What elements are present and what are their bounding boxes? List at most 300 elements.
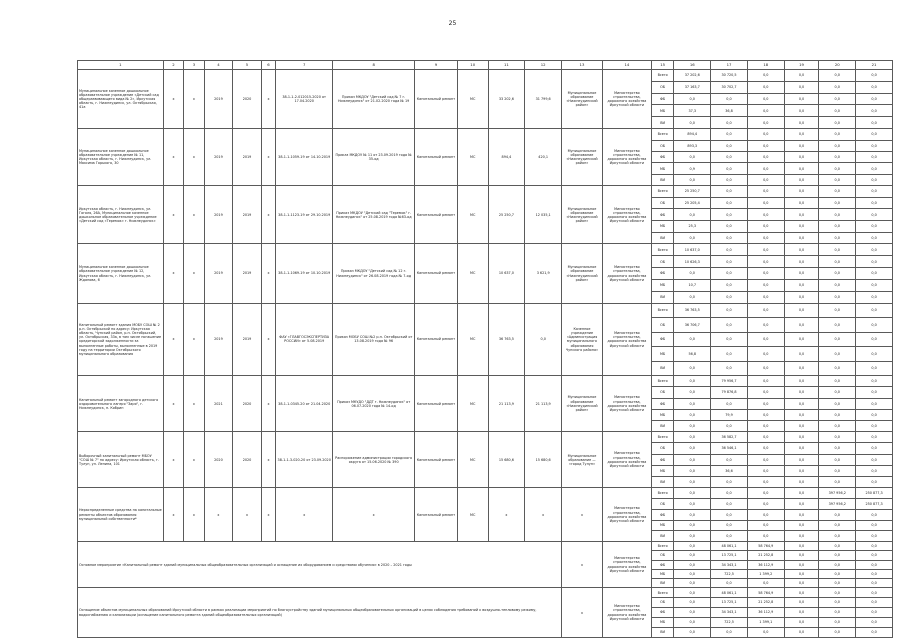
budget-code: ВИ xyxy=(651,421,673,432)
cell-decision: Приказ МОБУ СОШ №2 р.п. Октябрьский от 13.08.2019 года № 96 xyxy=(333,303,415,376)
column-header: 4 xyxy=(204,61,233,70)
cell-decision: Приказ МКДОУ № 11 от 23.09.2019 года № 35-од xyxy=(333,129,415,186)
amount-v16: 0,0 xyxy=(674,578,711,587)
amount-v20: 0,0 xyxy=(819,542,856,551)
cell-work_type: Капитальный ремонт xyxy=(415,244,458,303)
amount-v17: 0,0 xyxy=(711,578,748,587)
amount-v19: 0,0 xyxy=(784,332,819,347)
amount-v18: 21 252,8 xyxy=(747,598,784,608)
cell-work_type: Капитальный ремонт xyxy=(415,129,458,186)
amount-v16: 0,0 xyxy=(674,376,711,387)
cell-c3: х xyxy=(184,376,204,432)
amount-v16: 0,0 xyxy=(674,268,711,280)
cell-expertise: 38-1-1-1059-19 от 14.10.2019 xyxy=(276,129,333,186)
amount-v17: 36 582,7 xyxy=(711,432,748,443)
amount-v17: 0,0 xyxy=(711,279,748,291)
amount-v19: 0,0 xyxy=(784,163,819,174)
amount-v16: 0,0 xyxy=(674,421,711,432)
object-name: Капитальный ремонт загородного детского оздоровительного лагеря "Заря", г. Нижнеудинск, п. Кобрин xyxy=(78,376,164,432)
amount-v18: 0,0 xyxy=(747,129,784,140)
amount-v18: 0,0 xyxy=(747,509,784,520)
cell-cost: 894,4 xyxy=(488,129,525,186)
amount-v16: 0,0 xyxy=(674,151,711,162)
amount-v18: 0,0 xyxy=(747,477,784,488)
cell-end: 2020 xyxy=(233,432,262,488)
cell-c2: х xyxy=(163,244,183,303)
amount-v21: 0,0 xyxy=(856,569,893,578)
amount-v17: 0,0 xyxy=(711,454,748,465)
amount-v17: 48 061,1 xyxy=(711,542,748,551)
cell-remaining: 15 680,6 xyxy=(525,432,562,488)
amount-v19: 0,0 xyxy=(784,140,819,151)
cell-remaining: 12 035,1 xyxy=(525,186,562,244)
amount-v20: 0,0 xyxy=(819,279,856,291)
amount-v19: 0,0 xyxy=(784,578,819,587)
cell-work_type: Капитальный ремонт xyxy=(415,303,458,376)
amount-v18: 1 399,1 xyxy=(747,617,784,627)
amount-v19: 0,0 xyxy=(784,303,819,318)
cell-cost: 25 250,7 xyxy=(488,186,525,244)
amount-v18: 0,0 xyxy=(747,376,784,387)
amount-v21: 0,0 xyxy=(856,197,893,209)
amount-v19: 0,0 xyxy=(784,69,819,81)
amount-v20: 0,0 xyxy=(819,376,856,387)
cell-end: 2019 xyxy=(233,186,262,244)
budget-code: ОБ xyxy=(651,197,673,209)
summary-text: Оснащение объектов муниципальных образований Иркутской области в рамках реализации мероприятий по благоустройству зданий муниципальных общеобразовательных организаций в целях соблюдения требований к воздушно-тепловому режиму, водоснабжению и канализации (оснащение капитального ремонта зданий общеобразовательных организаций) xyxy=(78,588,562,638)
summary-distributor: Министерство строительства, дорожного хозяйства Иркутской области xyxy=(602,588,651,638)
amount-v16: 0,0 xyxy=(674,617,711,627)
table-row xyxy=(78,488,893,499)
amount-v20: 0,0 xyxy=(819,197,856,209)
amount-v21: 0,0 xyxy=(856,588,893,598)
budget-code: МБ xyxy=(651,465,673,476)
amount-v21: 0,0 xyxy=(856,105,893,117)
amount-v16: 10,7 xyxy=(674,279,711,291)
column-header: 20 xyxy=(819,61,856,70)
amount-v20: 0,0 xyxy=(819,454,856,465)
amount-v20: 0,0 xyxy=(819,318,856,333)
amount-v16: 0,0 xyxy=(674,607,711,617)
budget-code: Всего xyxy=(651,303,673,318)
cell-expertise: 38-1-1-0345-20 от 21.04.2020 xyxy=(276,376,333,432)
amount-v19: 0,0 xyxy=(784,551,819,560)
amount-v19: 0,0 xyxy=(784,279,819,291)
cell-start: 2020 xyxy=(204,432,233,488)
amount-v20: 0,0 xyxy=(819,81,856,93)
column-header: 21 xyxy=(856,61,893,70)
column-header: 1 xyxy=(78,61,164,70)
amount-v21: 0,0 xyxy=(856,163,893,174)
amount-v19: 0,0 xyxy=(784,531,819,542)
amount-v18: 0,0 xyxy=(747,387,784,398)
page-number: 25 xyxy=(448,20,457,27)
amount-v19: 0,0 xyxy=(784,588,819,598)
budget-code: МБ xyxy=(651,221,673,233)
amount-v19: 0,0 xyxy=(784,569,819,578)
amount-v16: 0,0 xyxy=(674,209,711,221)
cell-ownership: МС xyxy=(457,186,488,244)
amount-v21: 0,0 xyxy=(856,209,893,221)
budget-code: ВИ xyxy=(651,232,673,244)
amount-v20: 0,0 xyxy=(819,105,856,117)
amount-v21: 0,0 xyxy=(856,318,893,333)
object-name: Выборочный капитальный ремонт МБОУ "СОШ № 7" по адресу: Иркутская область, г. Тулун, ул. Ленина, 101 xyxy=(78,432,164,488)
budget-code: Всего xyxy=(651,129,673,140)
budget-code: ОБ xyxy=(651,387,673,398)
cell-ownership: МС xyxy=(457,432,488,488)
amount-v17: 0,0 xyxy=(711,174,748,185)
cell-expertise: х xyxy=(276,488,333,542)
cell-decision: Распоряжение администрации городского округа от 15.06.2020 № 390 xyxy=(333,432,415,488)
amount-v20: 0,0 xyxy=(819,465,856,476)
budget-code: ВИ xyxy=(651,531,673,542)
amount-v21: 250 877,3 xyxy=(856,488,893,499)
cell-remaining: 420,1 xyxy=(525,129,562,186)
amount-v18: 0,0 xyxy=(747,332,784,347)
amount-v20: 0,0 xyxy=(819,560,856,569)
amount-v21: 0,0 xyxy=(856,232,893,244)
amount-v17: 0,0 xyxy=(711,361,748,376)
budget-code: МБ xyxy=(651,163,673,174)
amount-v18: 0,0 xyxy=(747,347,784,362)
amount-v20: 0,0 xyxy=(819,531,856,542)
amount-v17: 0,0 xyxy=(711,163,748,174)
cell-start: 2019 xyxy=(204,186,233,244)
amount-v19: 0,0 xyxy=(784,488,819,499)
amount-v18: 0,0 xyxy=(747,69,784,81)
cell-start: 2019 xyxy=(204,244,233,303)
amount-v20: 0,0 xyxy=(819,361,856,376)
amount-v21: 0,0 xyxy=(856,560,893,569)
amount-v21: 0,0 xyxy=(856,627,893,637)
cell-c2: х xyxy=(163,376,183,432)
amount-v18: 0,0 xyxy=(747,93,784,105)
budget-code: ОБ xyxy=(651,598,673,608)
cell-work_type: Капитальный ремонт xyxy=(415,488,458,542)
cell-cost: х xyxy=(488,488,525,542)
cell-distributor: Министерство строительства, дорожного хозяйства Иркутской области xyxy=(602,129,651,186)
budget-code: ОБ xyxy=(651,318,673,333)
amount-v16: 0,0 xyxy=(674,488,711,499)
amount-v21: 0,0 xyxy=(856,598,893,608)
amount-v16: 0,0 xyxy=(674,361,711,376)
amount-v19: 0,0 xyxy=(784,151,819,162)
amount-v17: 0,0 xyxy=(711,332,748,347)
amount-v16: 37,3 xyxy=(674,105,711,117)
cell-ownership: МС xyxy=(457,303,488,376)
amount-v20: 0,0 xyxy=(819,332,856,347)
amount-v19: 0,0 xyxy=(784,465,819,476)
amount-v20: 0,0 xyxy=(819,617,856,627)
cell-c3: х xyxy=(184,186,204,244)
cell-remaining: 21 113,9 xyxy=(525,376,562,432)
column-header: 12 xyxy=(525,61,562,70)
cell-start: х xyxy=(204,488,233,542)
amount-v21: 0,0 xyxy=(856,279,893,291)
amount-v16: 56,8 xyxy=(674,347,711,362)
amount-v17: 34 343,1 xyxy=(711,560,748,569)
cell-distributor: Министерство строительства, дорожного хозяйства Иркутской области xyxy=(602,488,651,542)
object-name: Муниципальное казенное дошкольное образовательное учреждение «Детский сад общеразвивающего вида № 2», Иркутская область, г. Нижнеудинск, ул. Октябрьская, 41а xyxy=(78,69,164,128)
budget-code: Всего xyxy=(651,376,673,387)
amount-v21: 0,0 xyxy=(856,186,893,198)
budget-code: ОБ xyxy=(651,81,673,93)
amount-v19: 0,0 xyxy=(784,318,819,333)
amount-v17: 0,0 xyxy=(711,221,748,233)
amount-v21: 0,0 xyxy=(856,291,893,303)
budget-code: ВИ xyxy=(651,361,673,376)
amount-v19: 0,0 xyxy=(784,291,819,303)
object-name: Иркутская область, г. Нижнеудинск, ул. Гоголя, 26А, Муниципальное казенное дошкольное образовательное учреждение «Детский сад «Теремок» г. Нижнеудинск» xyxy=(78,186,164,244)
cell-distributor: Министерство строительства, дорожного хозяйства Иркутской области xyxy=(602,303,651,376)
cell-decision: Приказ МКДОУ "Детский сад "Теремок" г. Нижнеудинск" от 25.08.2019 года №63-од xyxy=(333,186,415,244)
amount-v19: 0,0 xyxy=(784,232,819,244)
amount-v20: 0,0 xyxy=(819,578,856,587)
budget-code: Всего xyxy=(651,69,673,81)
amount-v16: 0,0 xyxy=(674,477,711,488)
column-header: 14 xyxy=(602,61,651,70)
amount-v18: 0,0 xyxy=(747,454,784,465)
amount-v20: 0,0 xyxy=(819,409,856,420)
cell-work_type: Капитальный ремонт xyxy=(415,376,458,432)
amount-v16: 0,0 xyxy=(674,332,711,347)
amount-v19: 0,0 xyxy=(784,197,819,209)
amount-v18: 0,0 xyxy=(747,361,784,376)
amount-v17: 36,6 xyxy=(711,465,748,476)
amount-v18: 0,0 xyxy=(747,174,784,185)
amount-v19: 0,0 xyxy=(784,409,819,420)
amount-v17: 0,0 xyxy=(711,151,748,162)
amount-v19: 0,0 xyxy=(784,244,819,256)
column-header: 6 xyxy=(261,61,275,70)
amount-v16: 0,0 xyxy=(674,560,711,569)
cell-expertise: 38-1-1-3-020-20 от 23.09.2020 xyxy=(276,432,333,488)
amount-v20: 0,0 xyxy=(819,551,856,560)
amount-v19: 0,0 xyxy=(784,607,819,617)
amount-v19: 0,0 xyxy=(784,627,819,637)
summary-distributor: Министерство строительства, дорожного хозяйства Иркутской области xyxy=(602,542,651,588)
amount-v20: 0,0 xyxy=(819,387,856,398)
amount-v18: 0,0 xyxy=(747,244,784,256)
amount-v21: 0,0 xyxy=(856,93,893,105)
budget-code: ВИ xyxy=(651,291,673,303)
amount-v21: 0,0 xyxy=(856,117,893,129)
amount-v18: 0,0 xyxy=(747,140,784,151)
amount-v18: 0,0 xyxy=(747,163,784,174)
cell-work_type: Капитальный ремонт xyxy=(415,69,458,128)
amount-v21: 0,0 xyxy=(856,221,893,233)
table-row xyxy=(78,376,893,387)
column-header: 16 xyxy=(674,61,711,70)
amount-v20: 0,0 xyxy=(819,129,856,140)
column-header: 5 xyxy=(233,61,262,70)
amount-v18: 0,0 xyxy=(747,488,784,499)
cell-decision: х xyxy=(333,488,415,542)
budget-code: ВИ xyxy=(651,117,673,129)
amount-v20: 0,0 xyxy=(819,69,856,81)
cell-c6: х xyxy=(261,376,275,432)
amount-v20: 0,0 xyxy=(819,569,856,578)
cell-end: 2020 xyxy=(233,69,262,128)
amount-v21: 0,0 xyxy=(856,376,893,387)
amount-v20: 0,0 xyxy=(819,174,856,185)
amount-v18: 0,0 xyxy=(747,409,784,420)
cell-c3: х xyxy=(184,432,204,488)
amount-v20: 0,0 xyxy=(819,598,856,608)
cell-expertise: 38-1-1-2-012015-2020 от 17.04.2020 xyxy=(276,69,333,128)
amount-v21: 0,0 xyxy=(856,443,893,454)
cell-remaining: 0,0 xyxy=(525,303,562,376)
cell-expertise: 38-1-1-1069-19 от 10.10.2019 xyxy=(276,244,333,303)
amount-v17: 0,0 xyxy=(711,303,748,318)
amount-v19: 0,0 xyxy=(784,398,819,409)
cell-customer: Муниципальное образование «Нижнеудинский район» xyxy=(562,186,603,244)
amount-v21: 0,0 xyxy=(856,387,893,398)
amount-v21: 0,0 xyxy=(856,520,893,531)
column-header: 13 xyxy=(562,61,603,70)
amount-v17: 0,0 xyxy=(711,488,748,499)
amount-v16: 37 202,6 xyxy=(674,69,711,81)
amount-v18: 36 112,9 xyxy=(747,560,784,569)
amount-v16: 25,3 xyxy=(674,221,711,233)
cell-c6: х xyxy=(261,186,275,244)
amount-v18: 0,0 xyxy=(747,627,784,637)
object-name: Нераспределенные средства на капитальные ремонты объектов образования муниципальной собственности* xyxy=(78,488,164,542)
cell-work_type: Капитальный ремонт xyxy=(415,186,458,244)
amount-v16: 0,0 xyxy=(674,398,711,409)
amount-v18: 0,0 xyxy=(747,303,784,318)
cell-distributor: Министерство строительства, дорожного хозяйства Иркутской области xyxy=(602,186,651,244)
amount-v18: 0,0 xyxy=(747,499,784,510)
cell-decision: Приказ МКУДО "ДДТ г. Нижнеудинск" от 06.07.2020 года № 14-од xyxy=(333,376,415,432)
amount-v19: 0,0 xyxy=(784,129,819,140)
amount-v20: 0,0 xyxy=(819,303,856,318)
amount-v16: 0,0 xyxy=(674,174,711,185)
cell-customer: х xyxy=(562,488,603,542)
object-name: Муниципальное казенное дошкольное образовательное учреждение № 12, Иркутская область, г. Нижнеудинск, ул. Жданова, 6 xyxy=(78,244,164,303)
amount-v20: 0,0 xyxy=(819,221,856,233)
amount-v17: 0,0 xyxy=(711,627,748,637)
budget-code: ФБ xyxy=(651,93,673,105)
amount-v19: 0,0 xyxy=(784,509,819,520)
column-header: 19 xyxy=(784,61,819,70)
header-row xyxy=(78,61,893,70)
amount-v21: 0,0 xyxy=(856,578,893,587)
amount-v20: 0,0 xyxy=(819,432,856,443)
cell-c3: х xyxy=(184,244,204,303)
amount-v19: 0,0 xyxy=(784,376,819,387)
cell-remaining: 3 621,9 xyxy=(525,244,562,303)
amount-v20: 0,0 xyxy=(819,186,856,198)
cell-c2: х xyxy=(163,129,183,186)
cell-start: 2019 xyxy=(204,303,233,376)
amount-v21: 0,0 xyxy=(856,347,893,362)
summary-mark: х xyxy=(562,588,603,638)
amount-v18: 0,0 xyxy=(747,578,784,587)
cell-c3: х xyxy=(184,488,204,542)
amount-v17: 0,0 xyxy=(711,232,748,244)
amount-v19: 0,0 xyxy=(784,256,819,268)
cell-customer: Муниципальное образование «Нижнеудинский район» xyxy=(562,69,603,128)
column-header: 3 xyxy=(184,61,204,70)
amount-v16: 0,0 xyxy=(674,465,711,476)
amount-v20: 0,0 xyxy=(819,347,856,362)
amount-v17: 0,0 xyxy=(711,520,748,531)
cell-cost: 10 637,0 xyxy=(488,244,525,303)
budget-code: МБ xyxy=(651,409,673,420)
column-header: 17 xyxy=(711,61,748,70)
amount-v19: 0,0 xyxy=(784,443,819,454)
amount-v21: 0,0 xyxy=(856,268,893,280)
column-header: 11 xyxy=(488,61,525,70)
amount-v16: 25 250,7 xyxy=(674,186,711,198)
cell-c3: х xyxy=(184,129,204,186)
budget-code: ФБ xyxy=(651,607,673,617)
amount-v20: 0,0 xyxy=(819,93,856,105)
cell-cost: 36 763,5 xyxy=(488,303,525,376)
amount-v18: 58 764,9 xyxy=(747,588,784,598)
amount-v21: 0,0 xyxy=(856,542,893,551)
cell-start: 2019 xyxy=(204,129,233,186)
budget-code: ВИ xyxy=(651,174,673,185)
amount-v16: 0,0 xyxy=(674,432,711,443)
amount-v17: 13 725,1 xyxy=(711,598,748,608)
amount-v17: 79 956,7 xyxy=(711,376,748,387)
cell-c6: х xyxy=(261,69,275,128)
amount-v17: 0,0 xyxy=(711,531,748,542)
cell-c6: х xyxy=(261,129,275,186)
amount-v17: 0,0 xyxy=(711,129,748,140)
amount-v20: 0,0 xyxy=(819,256,856,268)
budget-code: ОБ xyxy=(651,551,673,560)
amount-v19: 0,0 xyxy=(784,361,819,376)
amount-v18: 0,0 xyxy=(747,151,784,162)
amount-v21: 0,0 xyxy=(856,454,893,465)
cell-c2: х xyxy=(163,432,183,488)
table-row xyxy=(78,244,893,256)
amount-v20: 0,0 xyxy=(819,509,856,520)
amount-v20: 0,0 xyxy=(819,140,856,151)
amount-v19: 0,0 xyxy=(784,598,819,608)
amount-v16: 10 637,0 xyxy=(674,244,711,256)
amount-v21: 0,0 xyxy=(856,409,893,420)
amount-v16: 0,0 xyxy=(674,93,711,105)
cell-remaining: 31 799,6 xyxy=(525,69,562,128)
amount-v18: 0,0 xyxy=(747,186,784,198)
amount-v21: 250 877,3 xyxy=(856,499,893,510)
amount-v17: 0,0 xyxy=(711,244,748,256)
amount-v17: 722,5 xyxy=(711,617,748,627)
budget-code: ОБ xyxy=(651,256,673,268)
cell-cost: 15 680,6 xyxy=(488,432,525,488)
budget-code: Всего xyxy=(651,244,673,256)
amount-v19: 0,0 xyxy=(784,499,819,510)
amount-v16: 0,0 xyxy=(674,291,711,303)
cell-c2: х xyxy=(163,303,183,376)
amount-v17: 0,0 xyxy=(711,499,748,510)
amount-v21: 0,0 xyxy=(856,256,893,268)
cell-expertise: ФАУ «ГЛАВГОСЭКСПЕРТИЗА РОССИИ» от 5.08.2019 xyxy=(276,303,333,376)
column-header: 2 xyxy=(163,61,183,70)
amount-v16: 37 163,7 xyxy=(674,81,711,93)
amount-v18: 58 764,9 xyxy=(747,542,784,551)
cell-cost: 33 202,6 xyxy=(488,69,525,128)
table-row xyxy=(78,303,893,318)
table-row xyxy=(78,69,893,81)
amount-v16: 0,0 xyxy=(674,499,711,510)
column-header: 8 xyxy=(333,61,415,70)
